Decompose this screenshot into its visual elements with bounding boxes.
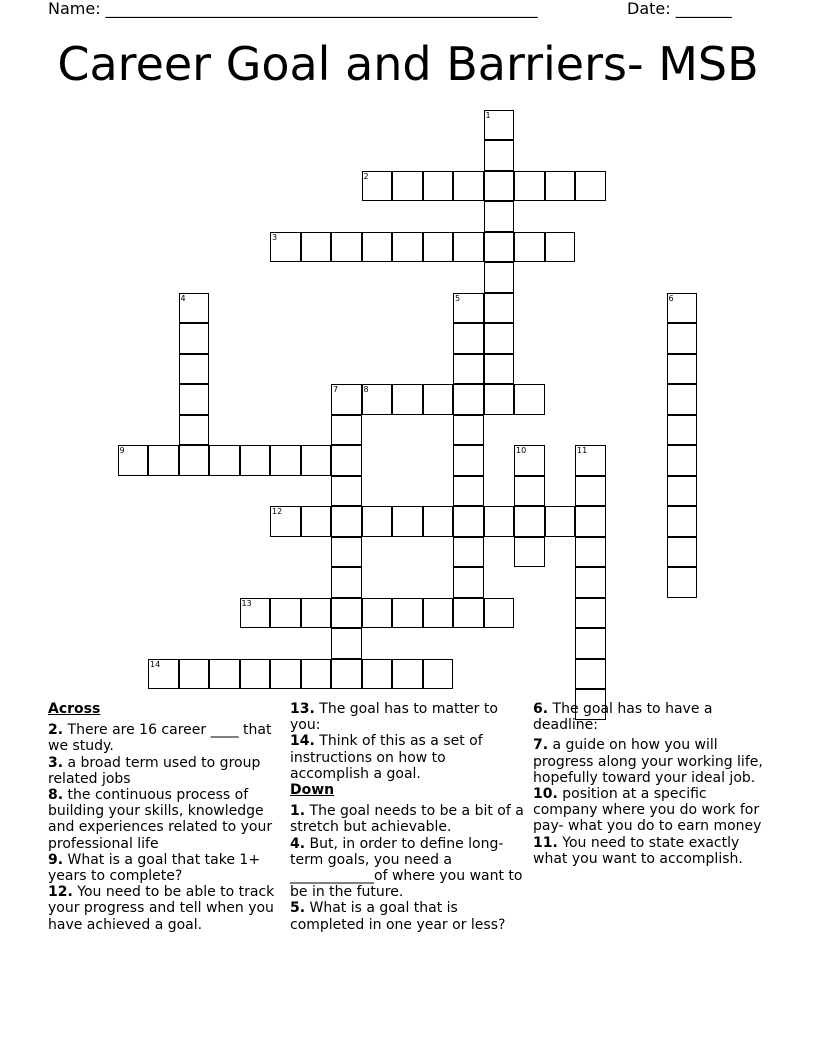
clue-across-12: 12. You need to be able to track your progress and tell when you have achieved a goal. bbox=[48, 884, 275, 933]
grid-cell[interactable] bbox=[545, 232, 576, 263]
grid-cell[interactable] bbox=[453, 384, 484, 415]
clue-down-7: 7. a guide on how you will progress along your working life, hopefully toward your ideal job. bbox=[533, 737, 763, 786]
grid-cell[interactable] bbox=[423, 659, 454, 690]
grid-cell[interactable] bbox=[453, 598, 484, 629]
grid-cell[interactable] bbox=[575, 659, 606, 690]
grid-cell[interactable] bbox=[270, 598, 301, 629]
clue-number-label: 5 bbox=[455, 293, 461, 303]
grid-cell[interactable] bbox=[575, 537, 606, 568]
grid-cell[interactable] bbox=[545, 506, 576, 537]
clue-number-label: 4 bbox=[180, 293, 186, 303]
clue-number-label: 14 bbox=[150, 659, 161, 669]
grid-cell[interactable] bbox=[423, 506, 454, 537]
grid-cell[interactable] bbox=[545, 171, 576, 202]
grid-cell[interactable] bbox=[148, 659, 179, 690]
grid-cell[interactable] bbox=[667, 354, 698, 385]
clue-across-14: 14. Think of this as a set of instructions on how to accomplish a goal. bbox=[290, 733, 483, 782]
grid-cell[interactable] bbox=[362, 232, 393, 263]
grid-cell[interactable] bbox=[240, 445, 271, 476]
grid-cell[interactable] bbox=[179, 384, 210, 415]
grid-cell[interactable] bbox=[514, 445, 545, 476]
grid-cell[interactable] bbox=[179, 323, 210, 354]
grid-cell[interactable] bbox=[667, 506, 698, 537]
grid-cell[interactable] bbox=[301, 506, 332, 537]
grid-cell[interactable] bbox=[514, 476, 545, 507]
grid-cell[interactable] bbox=[514, 506, 545, 537]
grid-cell[interactable] bbox=[331, 659, 362, 690]
grid-cell[interactable] bbox=[118, 445, 149, 476]
grid-cell[interactable] bbox=[667, 323, 698, 354]
grid-cell[interactable] bbox=[301, 445, 332, 476]
grid-cell[interactable] bbox=[392, 598, 423, 629]
grid-cell[interactable] bbox=[453, 171, 484, 202]
grid-cell[interactable] bbox=[423, 232, 454, 263]
grid-cell[interactable] bbox=[331, 598, 362, 629]
grid-cell[interactable] bbox=[575, 567, 606, 598]
grid-cell[interactable] bbox=[453, 506, 484, 537]
grid-cell[interactable] bbox=[575, 445, 606, 476]
grid-cell[interactable] bbox=[362, 598, 393, 629]
clue-across-13: 13. The goal has to matter to you: bbox=[290, 701, 498, 734]
grid-cell[interactable] bbox=[179, 354, 210, 385]
grid-cell[interactable] bbox=[331, 232, 362, 263]
grid-cell[interactable] bbox=[575, 476, 606, 507]
grid-cell[interactable] bbox=[331, 506, 362, 537]
clue-number-label: 2 bbox=[363, 171, 369, 181]
clue-number-label: 8 bbox=[363, 385, 369, 394]
date-field[interactable]: Date: _______ bbox=[627, 0, 732, 18]
clues-column-3 bbox=[533, 701, 769, 867]
clue-number-label: 3 bbox=[272, 232, 278, 242]
grid-cell[interactable] bbox=[575, 598, 606, 629]
grid-cell[interactable] bbox=[453, 445, 484, 476]
grid-cell[interactable] bbox=[179, 415, 210, 446]
grid-cell[interactable] bbox=[667, 415, 698, 446]
grid-cell[interactable] bbox=[392, 384, 423, 415]
grid-cell[interactable] bbox=[331, 567, 362, 598]
clue-down-5: 5. What is a goal that is completed in one year or less? bbox=[290, 900, 506, 933]
grid-cell[interactable] bbox=[301, 232, 332, 263]
grid-cell[interactable] bbox=[453, 567, 484, 598]
grid-cell[interactable] bbox=[423, 598, 454, 629]
clue-number-label: 7 bbox=[333, 385, 339, 394]
clue-number-label: 13 bbox=[241, 598, 252, 608]
grid-cell[interactable] bbox=[423, 384, 454, 415]
clue-across-8: 8. the continuous process of building your skills, knowledge and experiences related to your professional life bbox=[48, 787, 273, 852]
grid-cell[interactable] bbox=[270, 506, 301, 537]
clue-down-10: 10. position at a specific company where you do work for pay- what you do to earn money bbox=[533, 786, 762, 835]
grid-cell[interactable] bbox=[362, 384, 393, 415]
grid-cell[interactable] bbox=[514, 171, 545, 202]
grid-cell[interactable] bbox=[484, 110, 515, 141]
grid-cell[interactable] bbox=[331, 476, 362, 507]
name-field[interactable]: Name: ______________________________________________________ bbox=[48, 0, 538, 18]
grid-cell[interactable] bbox=[667, 293, 698, 324]
grid-cell[interactable] bbox=[209, 659, 240, 690]
grid-cell[interactable] bbox=[575, 628, 606, 659]
grid-cell[interactable] bbox=[331, 384, 362, 415]
grid-cell[interactable] bbox=[209, 445, 240, 476]
grid-cell[interactable] bbox=[575, 506, 606, 537]
grid-cell[interactable] bbox=[514, 232, 545, 263]
grid-cell[interactable] bbox=[453, 415, 484, 446]
grid-cell[interactable] bbox=[484, 232, 515, 263]
clue-down-11: 11. You need to state exactly what you want to accomplish. bbox=[533, 834, 743, 867]
grid-cell[interactable] bbox=[667, 476, 698, 507]
grid-cell[interactable] bbox=[484, 293, 515, 324]
grid-cell[interactable] bbox=[514, 384, 545, 415]
grid-cell[interactable] bbox=[514, 537, 545, 568]
clue-across-9: 9. What is a goal that take 1+ years to complete? bbox=[48, 851, 261, 885]
grid-cell[interactable] bbox=[270, 232, 301, 263]
across-heading: Across bbox=[48, 701, 101, 717]
grid-cell[interactable] bbox=[240, 598, 271, 629]
grid-cell[interactable] bbox=[667, 445, 698, 476]
grid-cell[interactable] bbox=[453, 323, 484, 354]
clues-column-2 bbox=[290, 701, 526, 933]
clue-number-label: 1 bbox=[485, 110, 491, 120]
clue-across-3: 3. a broad term used to group related jobs bbox=[48, 754, 261, 787]
grid-cell[interactable] bbox=[484, 598, 515, 629]
clue-number-label: 6 bbox=[668, 293, 674, 303]
grid-cell[interactable] bbox=[484, 384, 515, 415]
grid-cell[interactable] bbox=[453, 476, 484, 507]
grid-cell[interactable] bbox=[362, 171, 393, 202]
grid-cell[interactable] bbox=[270, 659, 301, 690]
grid-cell[interactable] bbox=[484, 140, 515, 171]
clue-across-2: 2. There are 16 career ____ that we study. bbox=[48, 722, 272, 755]
grid-cell[interactable] bbox=[331, 537, 362, 568]
grid-cell[interactable] bbox=[667, 567, 698, 598]
grid-cell[interactable] bbox=[179, 659, 210, 690]
grid-cell[interactable] bbox=[453, 293, 484, 324]
grid-cell[interactable] bbox=[392, 659, 423, 690]
grid-cell[interactable] bbox=[484, 262, 515, 293]
clue-number-label: 9 bbox=[119, 446, 125, 455]
grid-cell[interactable] bbox=[270, 445, 301, 476]
grid-cell[interactable] bbox=[331, 415, 362, 446]
grid-cell[interactable] bbox=[392, 232, 423, 263]
grid-cell[interactable] bbox=[301, 659, 332, 690]
clue-down-4: 4. But, in order to define long-term goals, you need a ____________of where you want to be in the future. bbox=[290, 835, 523, 901]
grid-cell[interactable] bbox=[484, 323, 515, 354]
grid-cell[interactable] bbox=[392, 171, 423, 202]
grid-cell[interactable] bbox=[484, 506, 515, 537]
grid-cell[interactable] bbox=[667, 537, 698, 568]
grid-cell[interactable] bbox=[453, 537, 484, 568]
clue-number-label: 10 bbox=[516, 446, 527, 455]
grid-cell[interactable] bbox=[484, 201, 515, 232]
grid-cell[interactable] bbox=[392, 506, 423, 537]
grid-cell[interactable] bbox=[453, 232, 484, 263]
grid-cell[interactable] bbox=[362, 659, 393, 690]
grid-cell[interactable] bbox=[331, 628, 362, 659]
grid-cell[interactable] bbox=[179, 293, 210, 324]
grid-cell[interactable] bbox=[301, 598, 332, 629]
grid-cell[interactable] bbox=[453, 354, 484, 385]
grid-cell[interactable] bbox=[179, 445, 210, 476]
down-heading: Down bbox=[290, 782, 335, 799]
puzzle-title: Career Goal and Barriers- MSB bbox=[57, 37, 759, 91]
grid-cell[interactable] bbox=[331, 445, 362, 476]
clue-down-1: 1. The goal needs to be a bit of a stretch but achievable. bbox=[290, 803, 524, 836]
grid-cell[interactable] bbox=[362, 506, 393, 537]
grid-cell[interactable] bbox=[240, 659, 271, 690]
clue-down-6: 6. The goal has to have a deadline: bbox=[533, 701, 713, 734]
grid-cell[interactable] bbox=[423, 171, 454, 202]
grid-cell[interactable] bbox=[484, 171, 515, 202]
grid-cell[interactable] bbox=[484, 354, 515, 385]
clue-number-label: 11 bbox=[577, 446, 588, 455]
grid-cell[interactable] bbox=[148, 445, 179, 476]
clues-column-1 bbox=[48, 701, 284, 933]
clue-number-label: 12 bbox=[272, 507, 283, 516]
grid-cell[interactable] bbox=[667, 384, 698, 415]
grid-cell[interactable] bbox=[575, 171, 606, 202]
